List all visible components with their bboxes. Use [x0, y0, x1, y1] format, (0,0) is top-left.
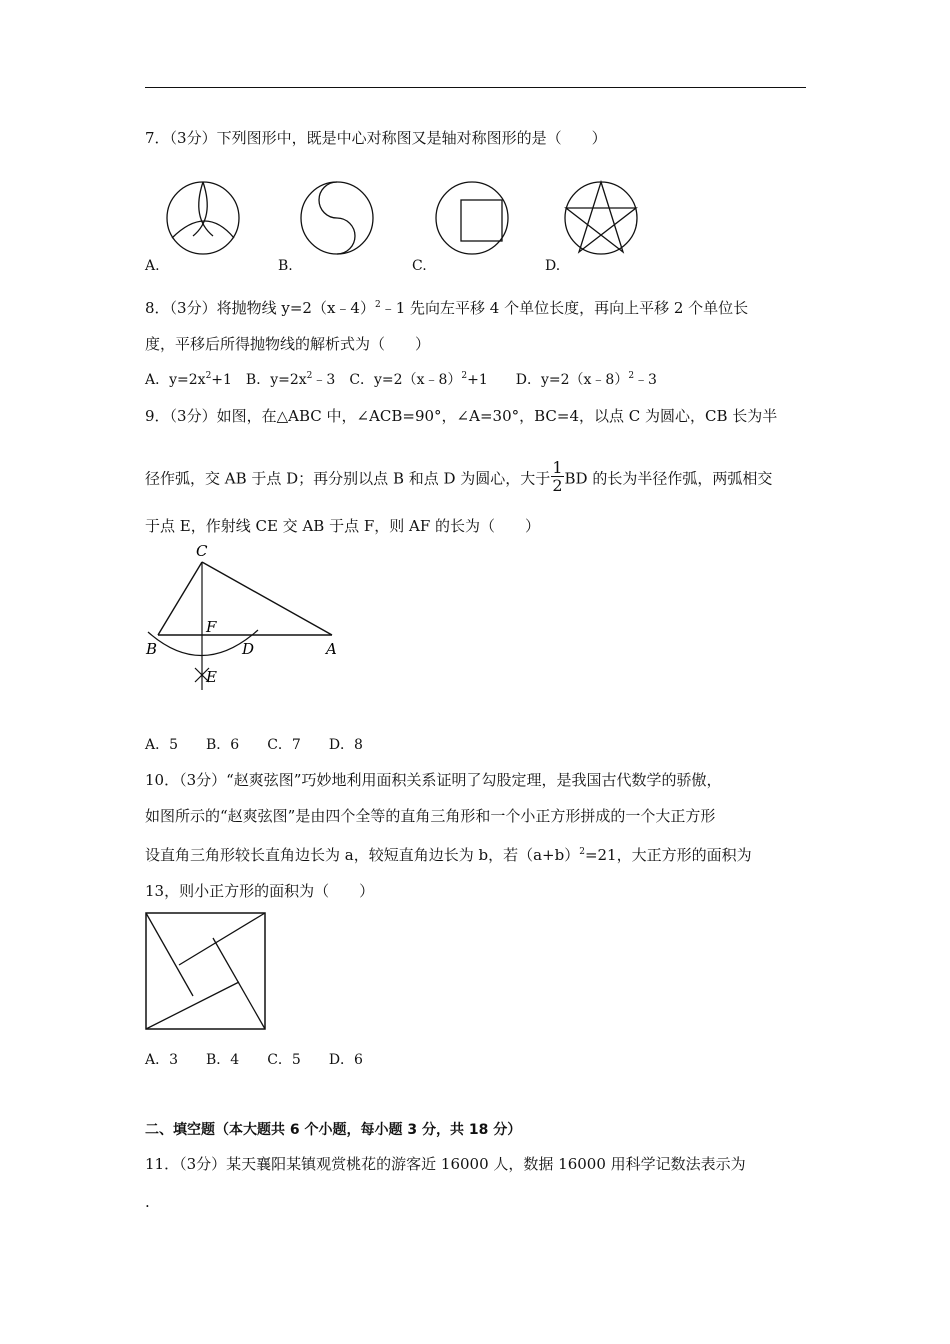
q11-stem-line1: 11．（3分）某天襄阳某镇观赏桃花的游客近 16000 人，数据 16000 用科学记数法表示为	[145, 1155, 746, 1173]
section2-heading: 二、填空题（本大题共 6 个小题，每小题 3 分，共 18 分）	[145, 1122, 522, 1138]
q9-stem-line3: 于点 E，作射线 CE 交 AB 于点 F，则 AF 的长为（ ）	[145, 517, 541, 535]
label-a: A	[326, 640, 337, 658]
q7-figure-a	[166, 170, 240, 270]
label-c: C	[196, 542, 208, 560]
q9-line2-post: BD 的长为半径作弧，两弧相交	[564, 469, 773, 488]
q9-stem-line2	[145, 458, 773, 497]
q7-figure-c	[435, 170, 509, 270]
q11-stem-line2: .	[145, 1193, 150, 1211]
q8-options: A．$y=2x^2+1$ B．$y=2x^2﹣3$ C．y=2（x﹣8）$^2$+1 D．y=2（x﹣8）$^2$﹣3	[145, 371, 657, 388]
q10-stem-line1: 10．（3分）“赵爽弦图”巧妙地利用面积关系证明了勾股定理，是我国古代数学的骄傲，	[145, 771, 722, 789]
label-d: D	[242, 640, 255, 658]
label-f: F	[206, 618, 217, 636]
q9-stem-line1: 9．（3分）如图，在△ABC 中，∠ACB=90°，∠A=30°，BC=4，以点 C 为圆心，CB 长为半	[145, 407, 778, 425]
q7-option-b: B.	[278, 258, 293, 274]
q7-option-a: A.	[145, 258, 160, 274]
q9-line2-pre: 径作弧，交 AB 于点 D；再分别以点 B 和点 D 为圆心，大于	[145, 469, 551, 488]
q9-options: A．5 B．6 C．7 D．8	[145, 737, 363, 753]
q7-figure-d	[568, 170, 642, 270]
fraction-denominator: 2	[552, 476, 563, 495]
q10-stem-line2: 如图所示的“赵爽弦图”是由四个全等的直角三角形和一个小正方形拼成的一个大正方形	[145, 807, 716, 825]
q7-option-d: D.	[545, 258, 561, 274]
q7-stem: 7．（3分）下列图形中，既是中心对称图又是轴对称图形的是（ ）	[145, 129, 607, 147]
q7-option-c: C.	[412, 258, 427, 274]
header-rule	[145, 87, 806, 88]
q8-stem-line1: 8．（3分）将抛物线 y=2（x﹣4）$^2$﹣1 先向左平移 4 个单位长度，再向上平移 2 个单位长	[145, 299, 749, 317]
q7-figure-b	[300, 170, 374, 270]
q10-stem-line3: 设直角三角形较长直角边长为 a，较短直角边长为 b，若$(a+b)^2=21$，大正方形的面积为	[145, 846, 752, 864]
zhao-shuang-diagram	[145, 912, 267, 1032]
q9-triangle-figure	[140, 540, 350, 700]
fraction-numerator: 1	[552, 458, 563, 477]
q10-options: A．3 B．4 C．5 D．6	[145, 1052, 363, 1068]
fraction-half	[551, 459, 563, 494]
q10-stem-line4: 13，则小正方形的面积为（ ）	[145, 882, 375, 900]
label-e: E	[206, 668, 217, 686]
label-b: B	[146, 640, 158, 658]
q8-stem-line2: 度，平移后所得抛物线的解析式为（ ）	[145, 335, 431, 353]
